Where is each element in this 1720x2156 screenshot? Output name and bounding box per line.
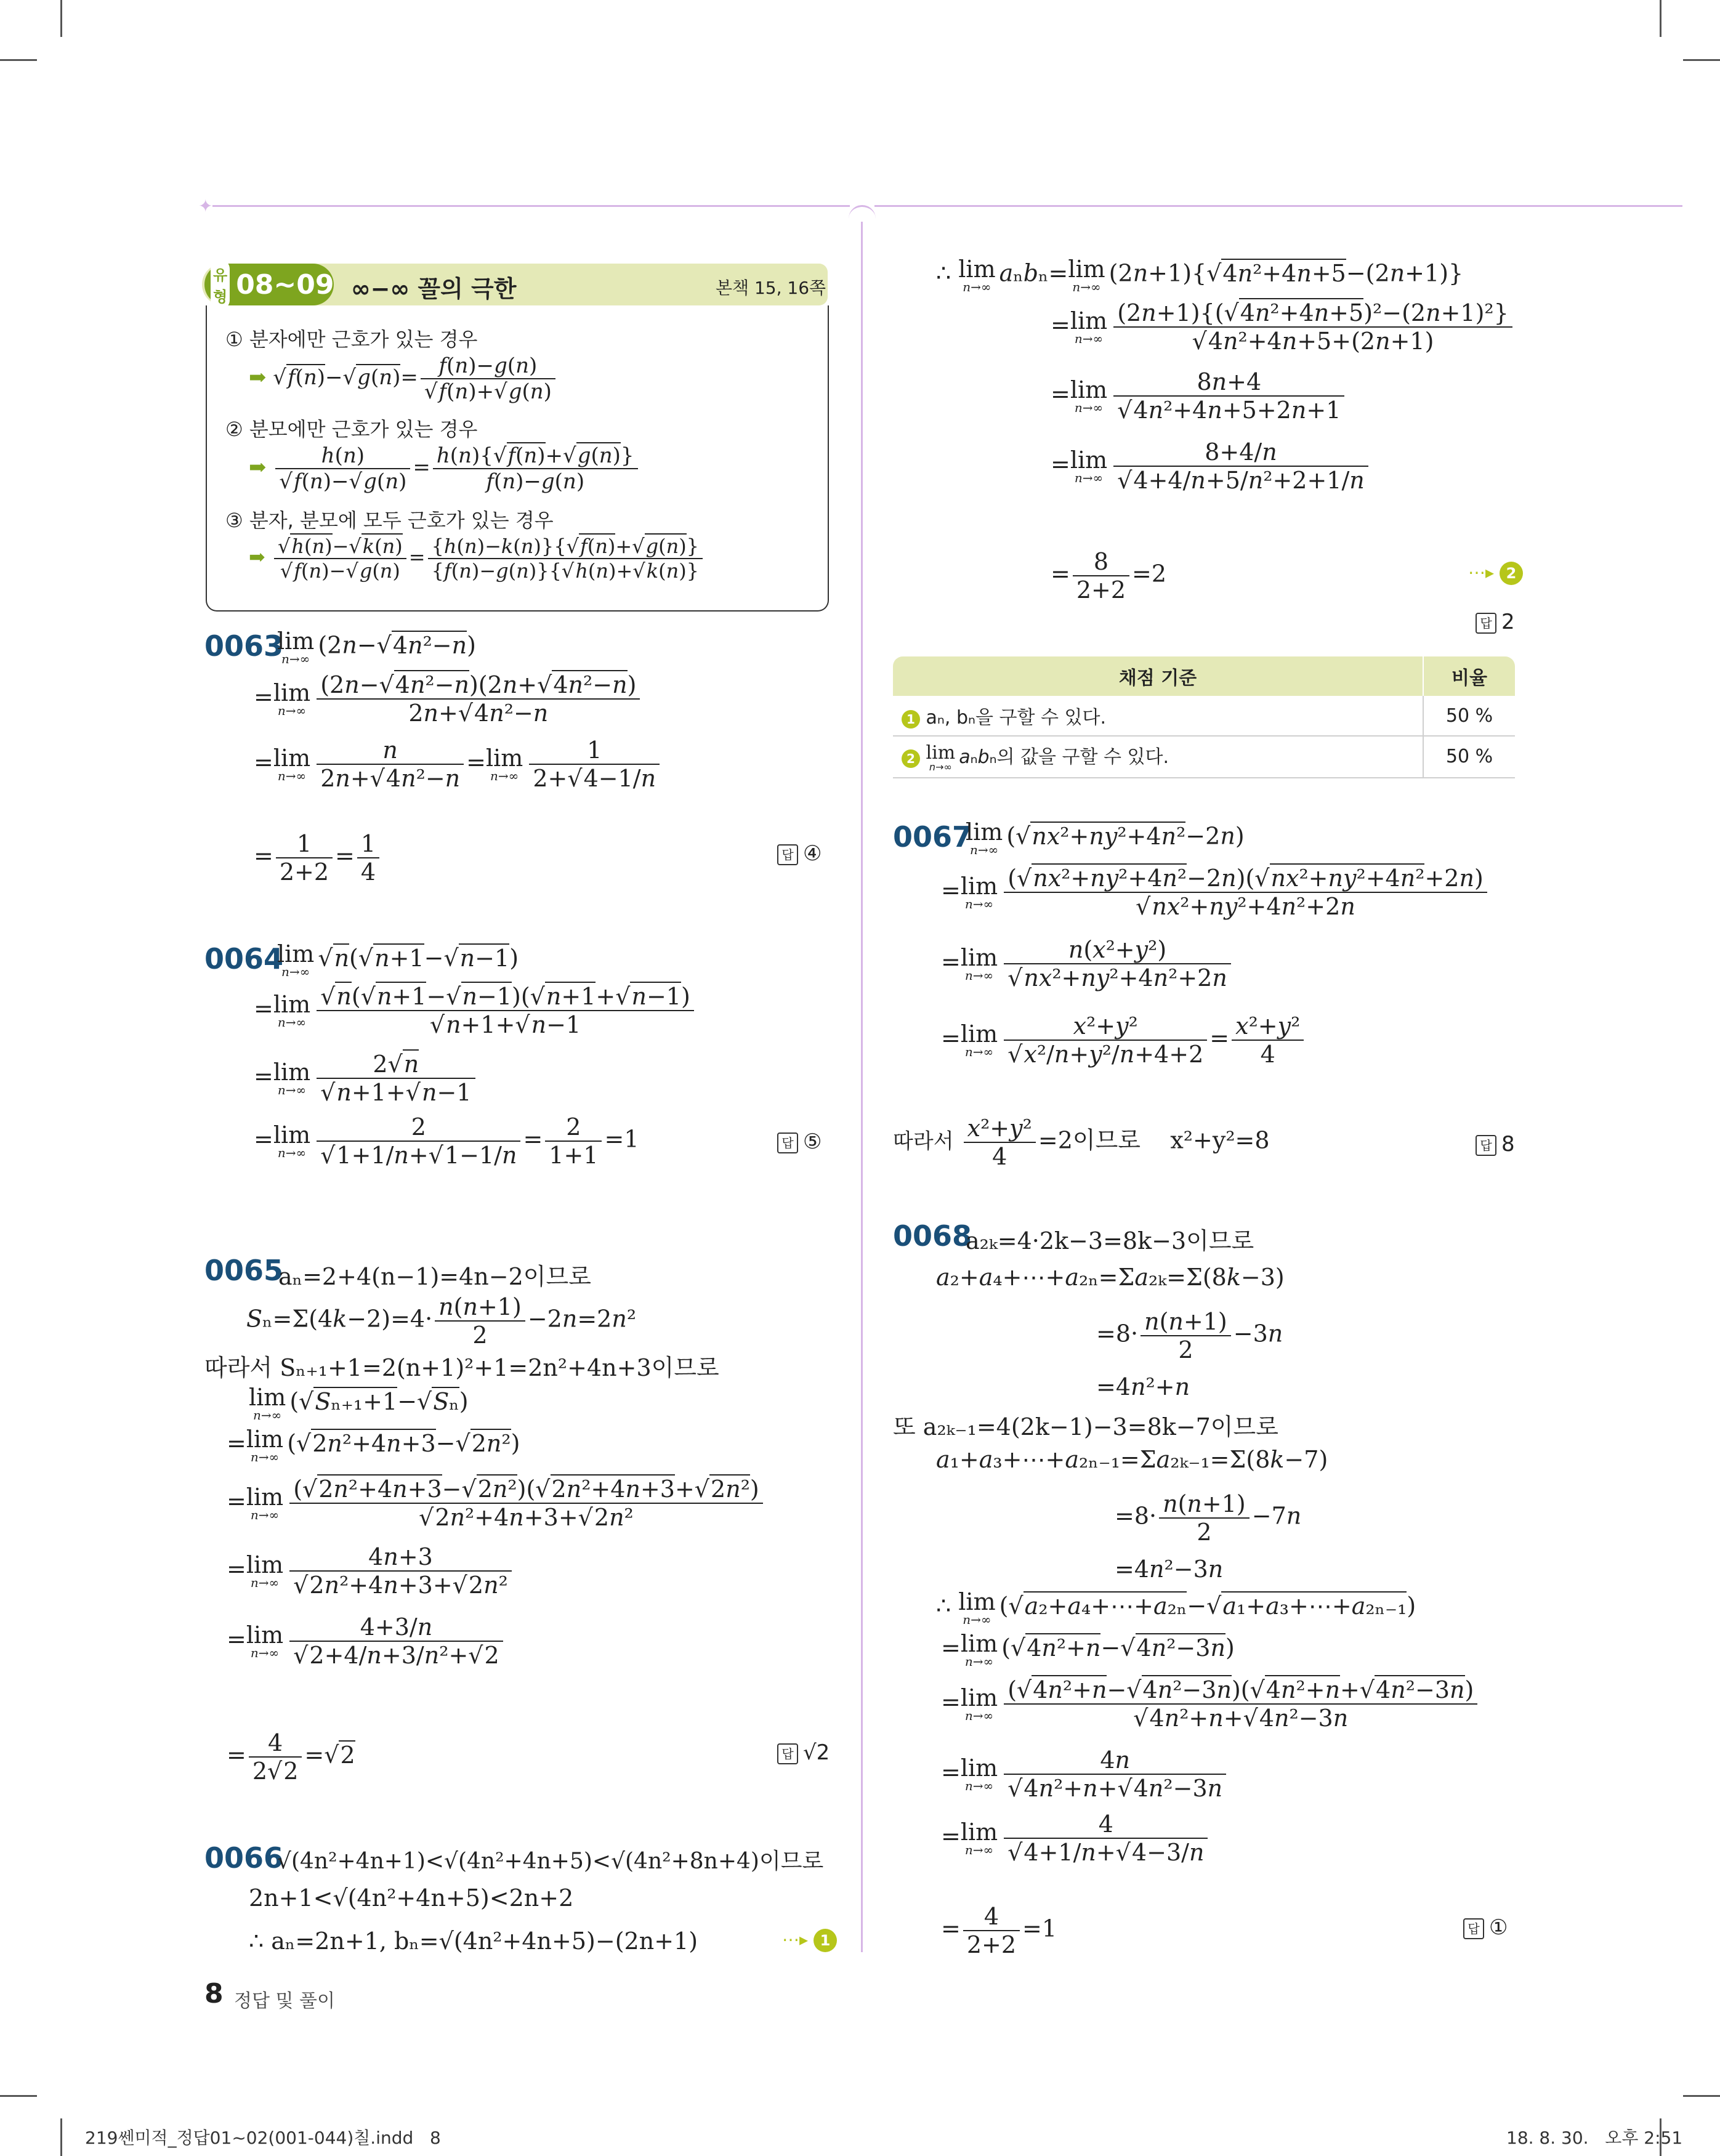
answer-value: ⑤	[803, 1129, 822, 1154]
p0066-r3: = lim n→∞ $\frac{8n+4}{\text{√4n²+4n+5+2n+1}}$	[1051, 368, 1347, 424]
p0065-line4: = lim n→∞ $\frac{4n+3}{\text{√2n²+4n+3+√2n²}}$	[227, 1543, 514, 1599]
answer-0068	[1463, 1915, 1508, 1940]
answer-0066	[1476, 610, 1515, 634]
answer-0065	[777, 1740, 830, 1765]
scoring-table	[893, 656, 1515, 778]
answer-value: 8	[1501, 1132, 1515, 1157]
p0065-text1: aₙ=2+4(n−1)=4n−2이므로	[278, 1263, 591, 1290]
p0067-line5: 따라서 $\frac{\text{x²+y²}}{4}$ =2이므로 x²+y²=8	[893, 1115, 1270, 1170]
problem-number-0064: 0064	[204, 942, 284, 975]
p0066-text3: ∴ aₙ=2n+1, bₙ=√(4n²+4n+5)−(2n+1)	[249, 1928, 698, 1955]
p0066-text2: 2n+1<√(4n²+4n+5)<2n+2	[249, 1884, 574, 1912]
p0065-line2: = lim n→∞ (√2n²+4n+3−√2n²)	[227, 1426, 520, 1464]
p0068-line12: = $\frac{4}{2+2}$ =1	[941, 1903, 1057, 1958]
problem-number-0068: 0068	[893, 1219, 972, 1253]
answer-value: 2	[1501, 610, 1515, 634]
p0067-conclusion2: =2이므로	[1038, 1126, 1141, 1154]
step-1-icon: 1	[814, 1929, 837, 1952]
p0065-line5: = lim n→∞ $\frac{4+3/n}{\text{√2+4/n+3/n²+√2}}$	[227, 1613, 506, 1669]
footer-section: 정답 및 풀이	[234, 1990, 335, 2012]
answer-icon: 답	[1463, 1918, 1484, 1939]
p0066-r2: = lim n→∞ $\frac{\text{(2n+1)\{(√4n²+4n+5)²−(2n+1)²\}}}{\text{√4n²+4n+5+(2n+1)}}$	[1051, 299, 1515, 355]
p0068-line6: =4n²−3n	[1115, 1556, 1224, 1583]
footer-date: 18. 8. 30. 오후 2:51	[1506, 2128, 1683, 2148]
crop-mark	[1683, 59, 1720, 61]
p0064-line3: = lim n→∞ $\frac{2√n}{√n+1+√n-1}$	[254, 1051, 478, 1106]
problem-number-0065: 0065	[204, 1254, 284, 1287]
p0067-line3: = lim n→∞ $\frac{\text{n(x²+y²)}}{\text{√nx²+ny²+4n²+2n}}$	[941, 936, 1233, 991]
p0063-line4: = $\frac{1}{2+2}$ = $\frac{1}{4}$	[254, 830, 382, 886]
p0066-r1: ∴ lim n→∞ aₙbₙ= lim n→∞ (2n+1){√4n²+4n+5−(2n+1)}	[936, 256, 1464, 294]
column-divider	[861, 222, 863, 1952]
p0067-line4: = lim n→∞ $\frac{\text{x²+y²}}{\text{√x²/n+y²/n+4+2}}$ = $\frac{\text{x²+y²}}{4}$	[941, 1012, 1306, 1068]
type-badge	[204, 264, 334, 305]
p0068-line10: = lim n→∞ $\frac{4n}{\text{√4n²+n+√4n²−3n}}$	[941, 1746, 1229, 1802]
p0068-text2: 또 a₂ₖ₋₁=4(2k−1)−3=8k−7이므로	[893, 1413, 1278, 1440]
crop-mark	[0, 2095, 37, 2097]
answer-icon: 답	[777, 1743, 798, 1764]
page-number: 8	[204, 1978, 224, 2009]
p0068-line7: ∴ lim n→∞ (√a₂+a₄+⋯+a₂ₙ−√a₁+a₃+⋯+a₂ₙ₋₁)	[936, 1588, 1416, 1627]
tip-3: ③ 분자, 분모에 모두 근호가 있는 경우	[225, 509, 554, 532]
type-title: ∞−∞ 꼴의 극한	[351, 275, 517, 302]
answer-0063	[777, 841, 822, 866]
p0067-line2: = lim n→∞ $\frac{\text{(√nx²+ny²+4n²−2n)(√nx²+ny²+4n²+2n)}}{\text{√nx²+ny²+4n²+2n}}$	[941, 865, 1490, 920]
step-marker-1: ⋯▸ 1	[782, 1929, 837, 1952]
scoring-criteria	[893, 696, 1423, 736]
p0063-line3: = lim n→∞ $\frac{n}{\text{2n+√4n²−n}}$ = lim n→∞ $\frac{1}{2+√4-1/n}$	[254, 737, 662, 792]
crop-mark	[1683, 2095, 1720, 2097]
p0068-line1: a₂+a₄+⋯+a₂ₙ=Σa₂ₖ=Σ(8k−3)	[936, 1264, 1285, 1291]
scoring-ratio: 50 %	[1423, 736, 1515, 778]
crop-mark	[60, 2118, 62, 2156]
p0066-r5: = $\frac{8}{2+2}$ =2	[1051, 548, 1167, 604]
step-2-icon: 2	[902, 749, 920, 768]
answer-value: ①	[1489, 1915, 1508, 1940]
problem-number-0066: 0066	[204, 1841, 284, 1875]
scoring-head-criteria: 채점 기준	[893, 656, 1423, 696]
tip-3-formula: ➡ $\frac{√h(n)-√k(n)}{√f(n)-√g(n)}$ = $\frac{\{h(n)-k(n)\}\{√f(n)+√g(n)\}}{\{f(n)-g(n)\}\{√h(n)+√k(n)\}}$	[249, 535, 705, 583]
answer-value: √2	[803, 1740, 830, 1765]
answer-icon: 답	[777, 1133, 798, 1153]
crop-mark	[0, 59, 37, 61]
p0066-r4: = lim n→∞ $\frac{8+4/n}{\text{√4+4/n+5/n²+2+1/n}}$	[1051, 438, 1371, 494]
answer-0064	[777, 1129, 822, 1154]
p0064-line4: = lim n→∞ $\frac{2}{√1+1/n+√1-1/n}$ = $\frac{2}{1+1}$ =1	[254, 1113, 639, 1169]
p0066-text1: √(4n²+4n+1)<√(4n²+4n+5)<√(4n²+8n+4)이므로	[277, 1849, 824, 1874]
header-rule	[212, 205, 850, 207]
answer-icon: 답	[1476, 613, 1496, 634]
p0065-text2: 따라서 Sₙ₊₁+1=2(n+1)²+1=2n²+4n+3이므로	[204, 1354, 719, 1381]
p0068-line5: =8· $\frac{n(n+1)}{2}$ −7n	[1115, 1490, 1302, 1546]
tip-1-formula: ➡ √f(n)−√g(n)= $\frac{f(n)-g(n)}{√f(n)+√g(n)}$	[249, 353, 558, 404]
crop-mark	[1660, 0, 1661, 37]
scoring-head-ratio: 비율	[1423, 656, 1515, 696]
tip-2: ② 분모에만 근호가 있는 경우	[225, 418, 478, 441]
answer-0067	[1476, 1132, 1515, 1157]
answer-value: ④	[803, 841, 822, 866]
header-rule	[874, 205, 1682, 207]
star-icon: ✦	[198, 196, 213, 216]
p0065-line6: = $\frac{4}{2√2}$ =√2	[227, 1729, 355, 1785]
p0064-line1: lim n→∞ √n(√n+1−√n−1)	[277, 940, 519, 979]
p0068-line4: a₁+a₃+⋯+a₂ₙ₋₁=Σa₂ₖ₋₁=Σ(8k−7)	[936, 1446, 1328, 1473]
crop-mark	[60, 0, 62, 37]
p0068-line8: = lim n→∞ (√4n²+n−√4n²−3n)	[941, 1630, 1235, 1669]
type-badge-label: 유형	[211, 259, 230, 310]
p0068-text1: a₂ₖ=4·2k−3=8k−3이므로	[966, 1227, 1254, 1254]
tip-2-formula: ➡ $\frac{h(n)}{√f(n)-√g(n)}$ = $\frac{h(n)\{√f(n)+√g(n)\}}{f(n)-g(n)}$	[249, 443, 640, 494]
type-range: 08~09	[236, 268, 334, 301]
scoring-text: 의 값을 구할 수 있다.	[996, 746, 1169, 768]
p0067-conclusion3: x²+y²=8	[1170, 1126, 1270, 1154]
step-2-icon: 2	[1500, 562, 1523, 585]
p0063-line2: = lim n→∞ $\frac{\text{(2n−√4n²−n)(2n+√4n²−n)}}{\text{2n+√4n²−n}}$	[254, 671, 642, 727]
p0068-line11: = lim n→∞ $\frac{4}{√4+1/n+√4-3/n}$	[941, 1811, 1210, 1866]
tip-1: ① 분자에만 근호가 있는 경우	[225, 328, 478, 351]
scoring-ratio: 50 %	[1423, 696, 1515, 736]
p0063-line1: lim n→∞ (2n−√4n²−n)	[277, 628, 476, 666]
p0065-line-s: Sₙ=Σ(4k−2)=4· $\frac{n(n+1)}{2}$ −2n=2n²	[246, 1293, 637, 1349]
problem-number-0067: 0067	[893, 820, 972, 854]
scoring-criteria: 2 lim n→∞ aₙbₙ의 값을 구할 수 있다.	[893, 736, 1423, 778]
step-1-icon: 1	[902, 710, 920, 729]
step-marker-2: ⋯▸ 2	[1468, 562, 1523, 585]
problem-number-0063: 0063	[204, 629, 284, 663]
p0068-line9: = lim n→∞ $\frac{\text{(√4n²+n−√4n²−3n)(√4n²+n+√4n²−3n)}}{\text{√4n²+n+√4n²−3n}}$	[941, 1676, 1480, 1732]
scoring-row	[893, 736, 1515, 778]
p0065-line3: = lim n→∞ $\frac{\text{(√2n²+4n+3−√2n²)(√2n²+4n+3+√2n²)}}{\text{√2n²+4n+3+√2n²}}$	[227, 1476, 765, 1531]
p0064-line2: = lim n→∞ $\frac{√n(√n+1-√n-1)(√n+1+√n-1)}{√n+1+√n-1}$	[254, 983, 696, 1038]
answer-icon: 답	[1476, 1135, 1496, 1156]
scoring-row	[893, 696, 1515, 736]
scoring-text: aₙ, bₙ을 구할 수 있다.	[926, 707, 1106, 729]
p0068-line3: =4n²+n	[1096, 1373, 1190, 1400]
p0067-line1: lim n→∞ (√nx²+ny²+4n²−2n)	[966, 818, 1245, 857]
type-ref: 본책 15, 16쪽	[716, 278, 826, 298]
footer-file: 219쎈미적_정답01~02(001-044)칠.indd 8	[85, 2128, 441, 2148]
p0067-conclusion: 따라서	[893, 1129, 954, 1154]
p0065-line1: lim n→∞ (√Sₙ₊₁+1−√Sₙ)	[249, 1384, 469, 1423]
p0068-line2: =8· $\frac{n(n+1)}{2}$ −3n	[1096, 1308, 1283, 1363]
answer-icon: 답	[777, 844, 798, 865]
